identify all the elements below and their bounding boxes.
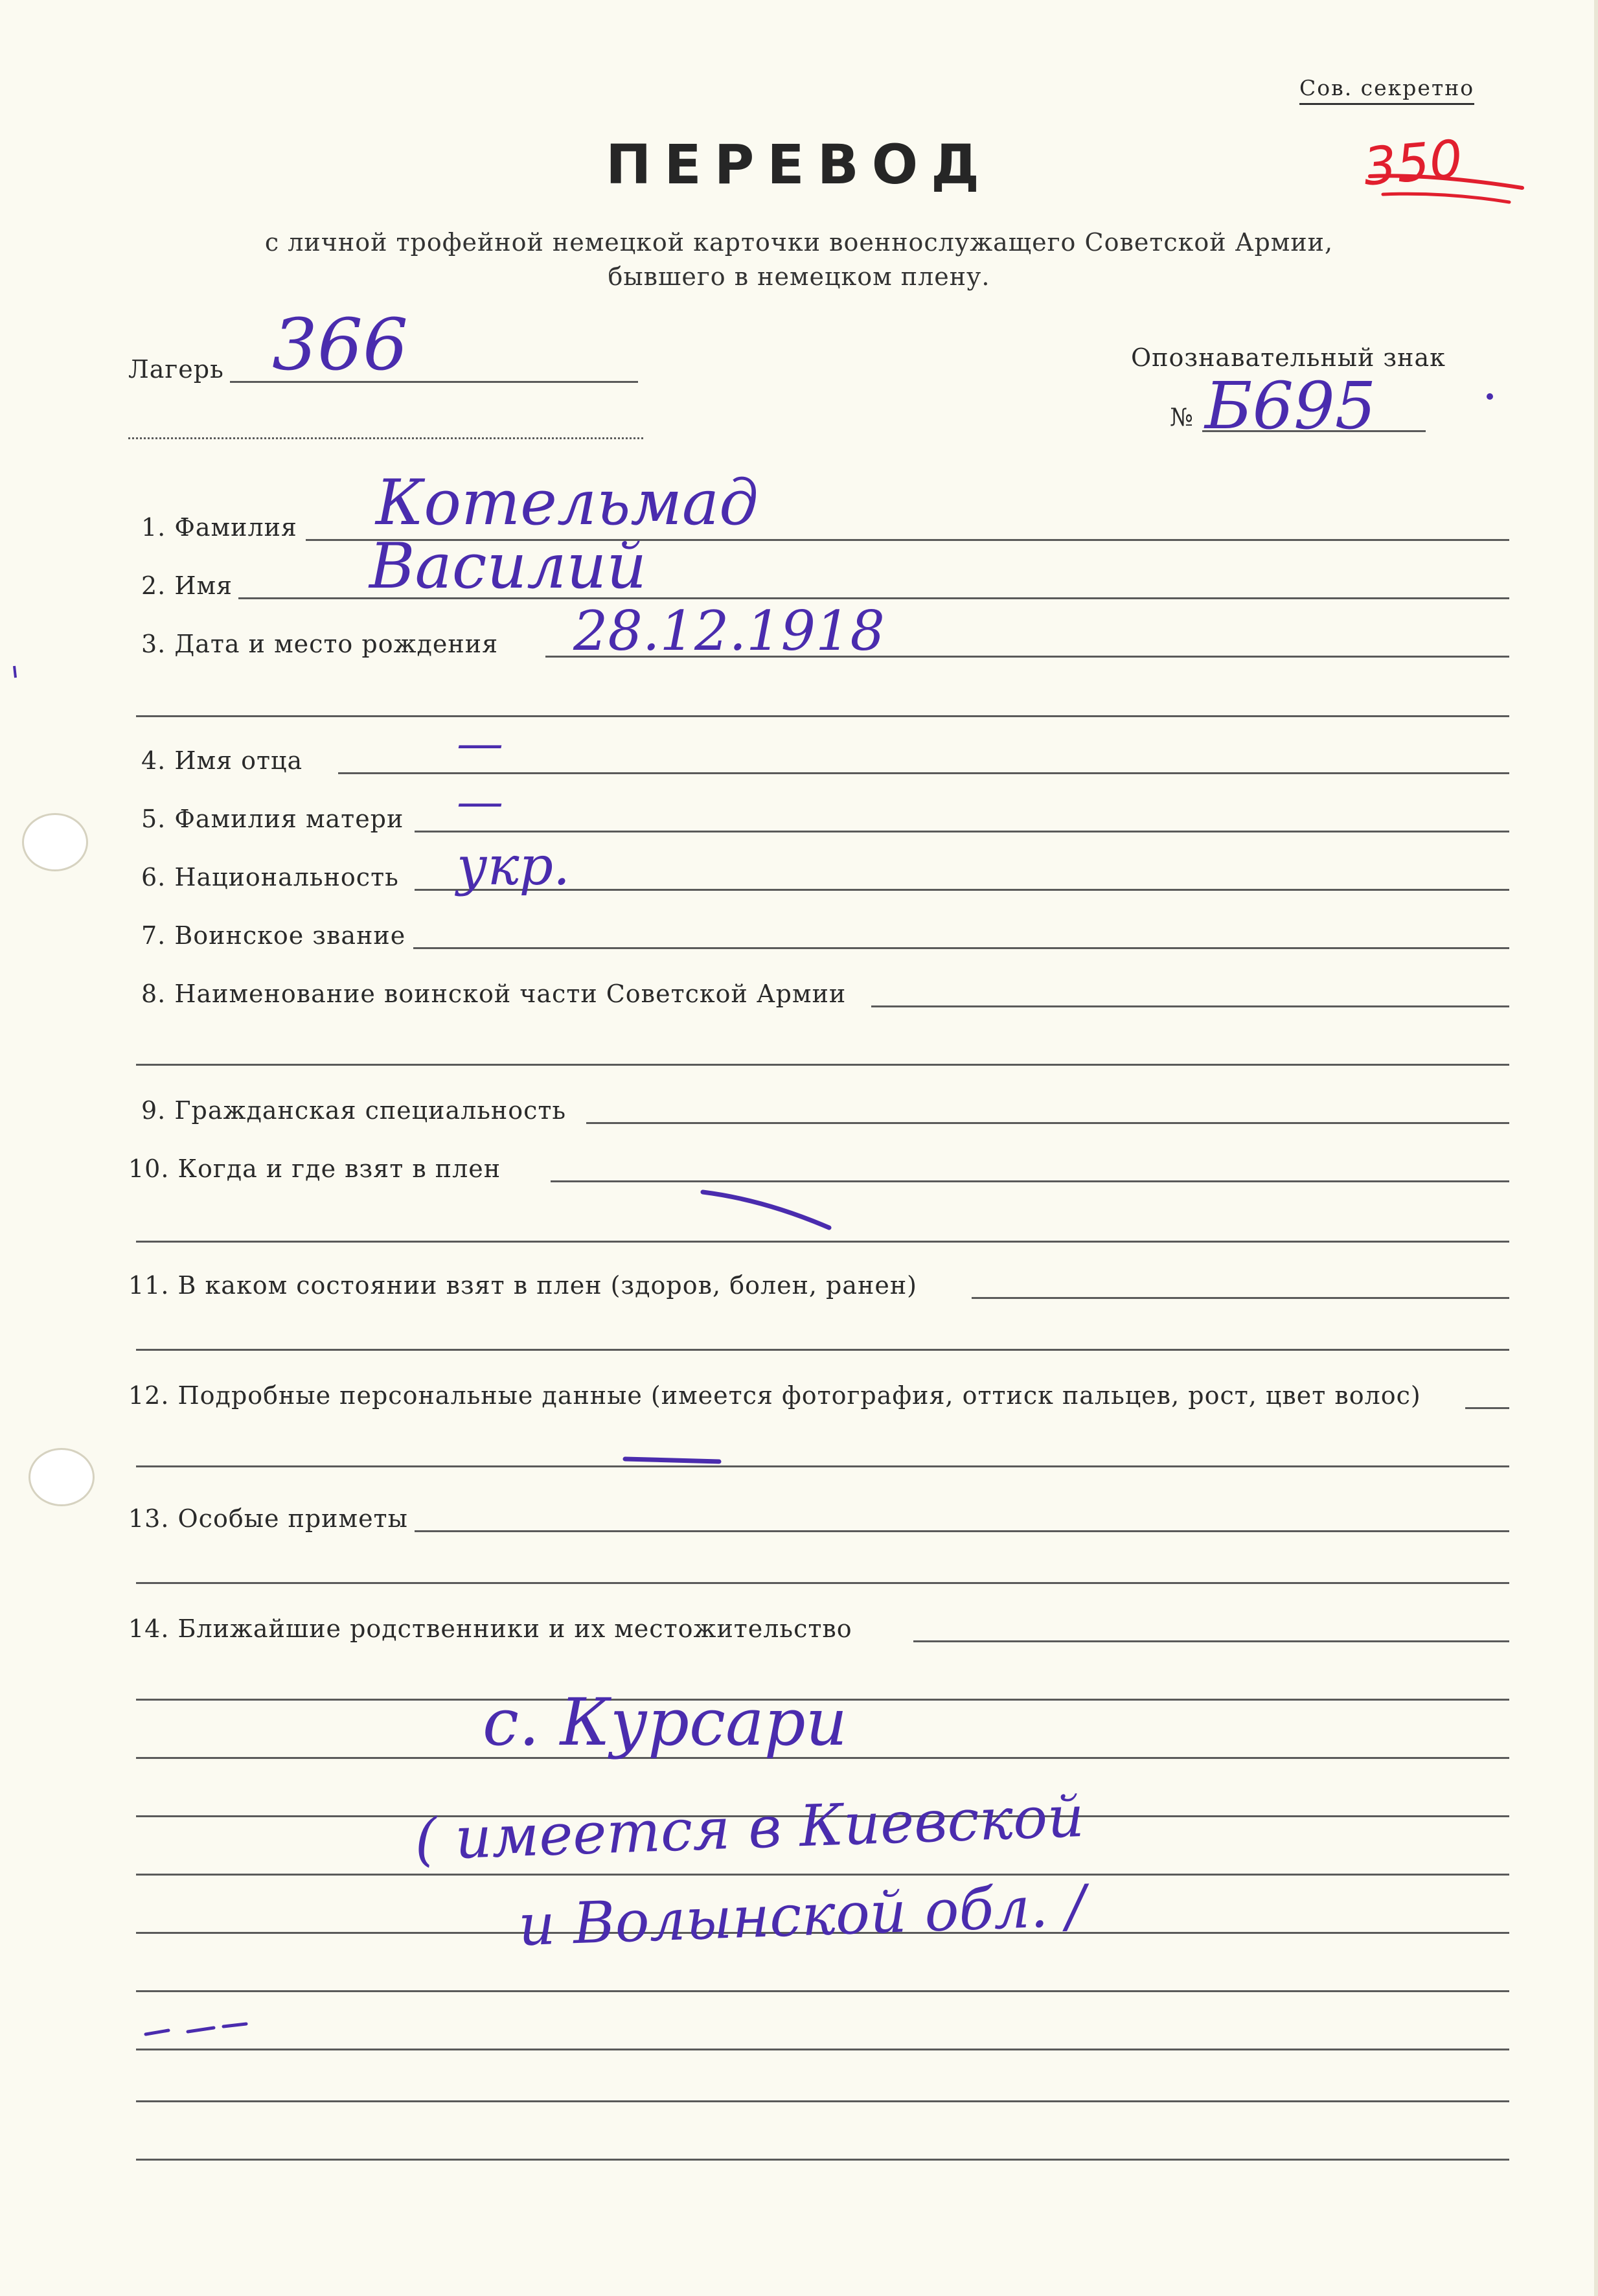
field-mother-surname-label: 5. Фамилия матери — [141, 805, 404, 833]
field-surname-label: 1. Фамилия — [141, 513, 297, 542]
id-number-label: № — [1170, 403, 1194, 431]
field-birth-label: 3. Дата и место рождения — [141, 630, 499, 658]
field-father-name-value: — — [457, 716, 503, 770]
field-unit-label: 8. Наименование воинской части Советской Армии — [141, 980, 847, 1008]
document-subtitle: бывшего в немецком плену. — [608, 262, 990, 291]
field-father-name-label: 4. Имя отца — [141, 746, 303, 775]
field-name-label: 2. Имя — [141, 571, 233, 600]
field-civil-profession-label: 9. Гражданская специальность — [141, 1096, 567, 1125]
field-surname-value: Котельмад — [376, 466, 759, 539]
field-personal-data-label: 12. Подробные персональные данные (имеется фотография, оттиск пальцев, рост, цвет волос) — [128, 1381, 1421, 1410]
relatives-note-line1: с. Курсари — [483, 1684, 848, 1760]
field-nationality-value: укр. — [457, 836, 571, 897]
field-mother-surname-value: — — [457, 774, 503, 829]
document-title: ПЕРЕВОД — [606, 133, 992, 196]
id-tag-label: Опознавательный знак — [1131, 343, 1446, 372]
field-name-value: Василий — [369, 530, 647, 603]
field-capture-label: 10. Когда и где взят в плен — [128, 1154, 501, 1183]
field-birth-value: 28.12.1918 — [573, 599, 885, 663]
classification-stamp: Сов. секретно — [1299, 75, 1474, 105]
id-tag-value: Б695 — [1205, 368, 1376, 444]
field-relatives-label: 14. Ближайшие родственники и их местожительство — [128, 1614, 852, 1643]
camp-value: 366 — [272, 303, 408, 386]
field-nationality-label: 6. Национальность — [141, 863, 399, 891]
relatives-note-line2: ( имеется в Киевской — [413, 1782, 1086, 1874]
field-special-marks-label: 13. Особые приметы — [128, 1504, 408, 1533]
field-rank-label: 7. Воинское звание — [141, 921, 406, 950]
relatives-note-line3: и Волынской обл. / — [517, 1872, 1087, 1959]
archive-number: 350 — [1361, 128, 1465, 198]
field-capture-condition-label: 11. В каком состоянии взят в плен (здоров, болен, ранен) — [128, 1271, 918, 1300]
camp-label: Лагерь — [128, 355, 224, 384]
document-subtitle: с личной трофейной немецкой карточки военнослужащего Советской Армии, — [264, 228, 1334, 257]
